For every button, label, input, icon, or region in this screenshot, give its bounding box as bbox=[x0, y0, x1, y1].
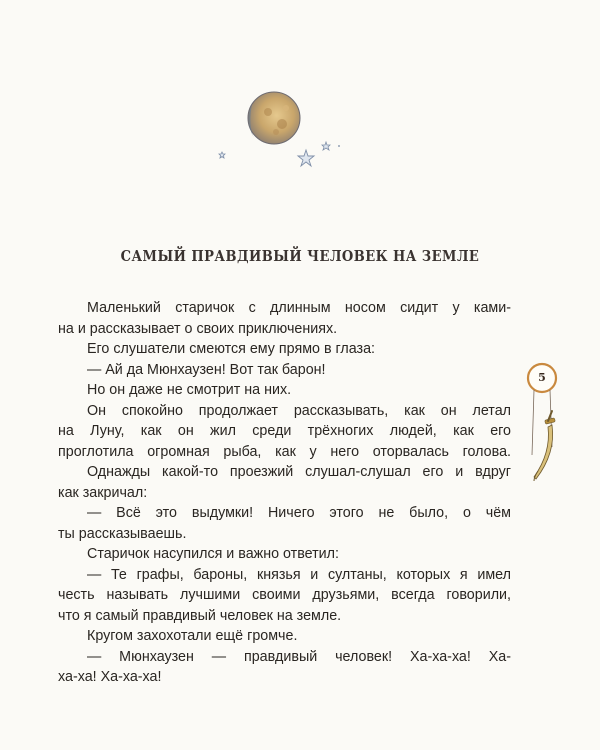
text-line: Его слушатели смеются ему прямо в глаза: bbox=[87, 341, 376, 357]
star-icon bbox=[298, 150, 314, 166]
moon-illustration bbox=[208, 86, 358, 176]
text-line: Маленький старичок с длинным носом сидит у ками- bbox=[87, 300, 511, 316]
text-line: — Ай да Мюнхаузен! Вот так барон! bbox=[87, 361, 326, 378]
text-line: ха-ха! Ха-ха-ха! bbox=[58, 669, 162, 685]
text-line: — Мюнхаузен — правдивый человек! Ха-ха-ха! Ха- bbox=[87, 648, 511, 665]
chapter-title: САМЫЙ ПРАВДИВЫЙ ЧЕЛОВЕК НА ЗЕМЛЕ bbox=[120, 248, 480, 265]
text-line: на и рассказывает о своих приключениях. bbox=[58, 320, 338, 337]
text-line: проглотила огромная рыба, как у него оторвалась голова. bbox=[58, 443, 511, 460]
text-line: Однажды какой-то проезжий слушал-слушал его и вдруг bbox=[87, 464, 511, 480]
text-line: честь называть лучшими своими друзьями, всегда говорили, bbox=[58, 587, 511, 603]
page-number: 5 bbox=[538, 371, 546, 384]
text-line: Он спокойно продолжает рассказывать, как он летал bbox=[87, 402, 511, 419]
text-line: Старичок насупился и важно ответил: bbox=[87, 546, 339, 562]
text-line: Но он даже не смотрит на них. bbox=[87, 382, 292, 398]
text-line: на Луну, как он жил среди трёхногих людей, как его bbox=[58, 423, 511, 439]
moon-icon bbox=[248, 92, 300, 144]
star-icon bbox=[219, 152, 225, 158]
star-icon bbox=[322, 142, 330, 150]
text-line: Кругом захохотали ещё громче. bbox=[87, 628, 298, 644]
text-line: ты рассказываешь. bbox=[58, 525, 187, 542]
body-text bbox=[58, 298, 511, 688]
text-line: — Те графы, бароны, князья и султаны, которых я имел bbox=[87, 566, 511, 583]
text-line: что я самый правдивый человек на земле. bbox=[58, 607, 342, 624]
star-icon bbox=[338, 145, 340, 147]
text-line: как закричал: bbox=[58, 484, 148, 501]
text-line: — Всё это выдумки! Ничего этого не было, о чём bbox=[87, 505, 511, 521]
